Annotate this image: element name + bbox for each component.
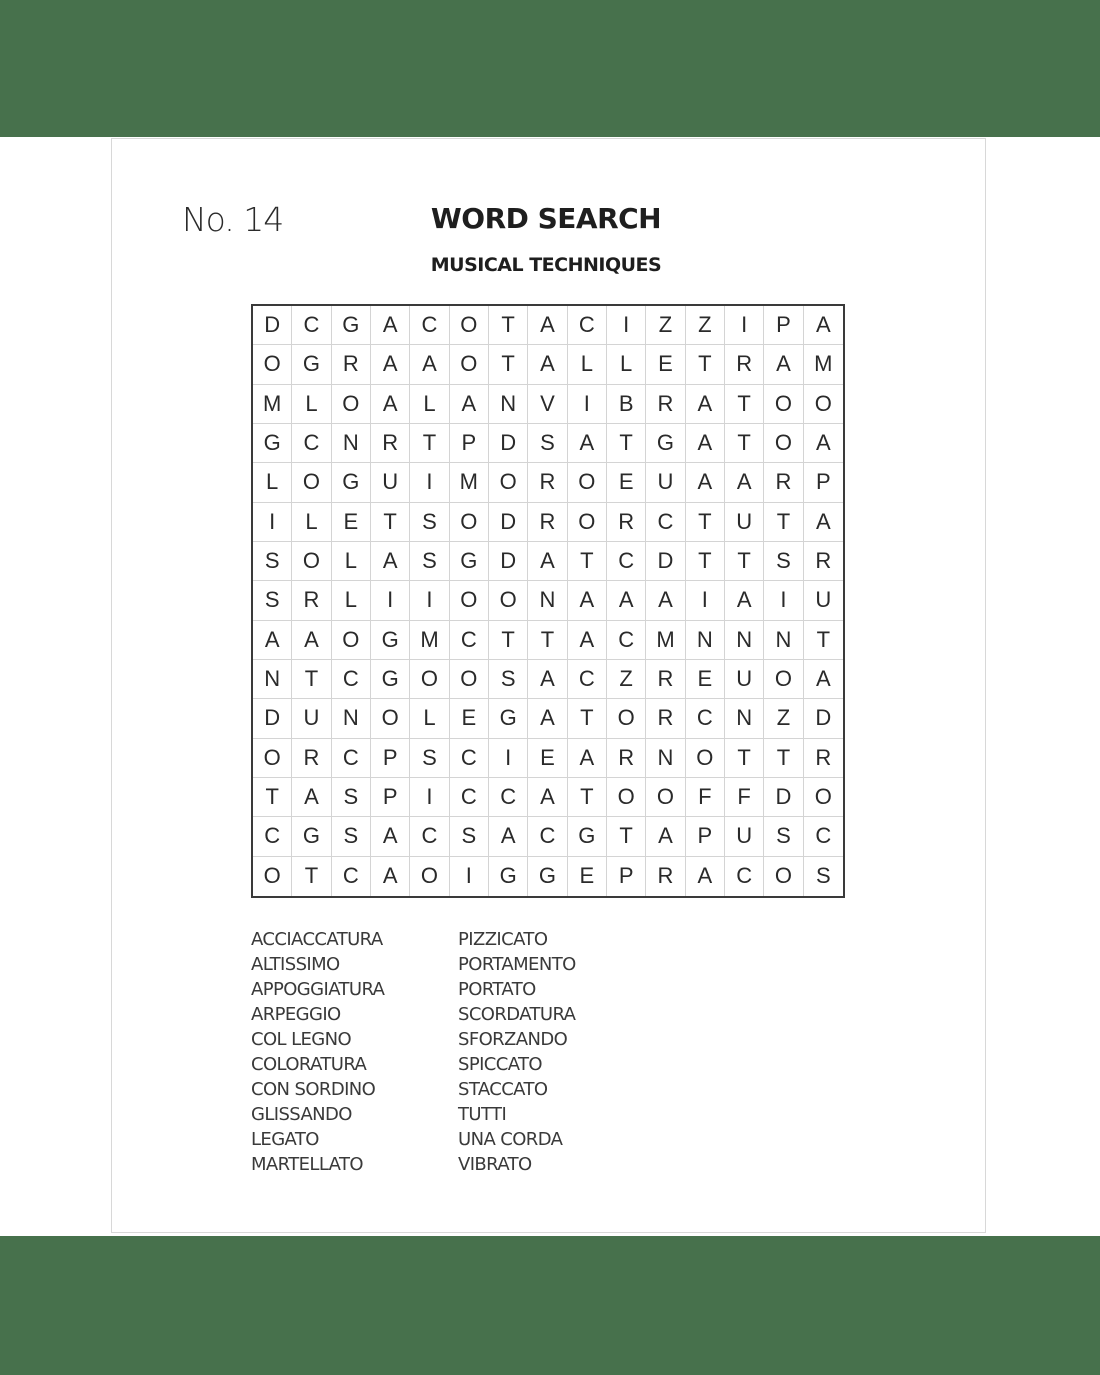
grid-cell[interactable]: A bbox=[568, 621, 607, 660]
grid-cell[interactable]: I bbox=[253, 503, 292, 542]
grid-cell[interactable]: G bbox=[371, 621, 410, 660]
word-list-item: SFORZANDO bbox=[458, 1029, 568, 1050]
word-list-item: ACCIACCATURA bbox=[251, 929, 383, 950]
grid-cell[interactable]: I bbox=[764, 581, 803, 620]
grid-cell[interactable]: L bbox=[410, 699, 449, 738]
grid-cell[interactable]: P bbox=[371, 778, 410, 817]
grid-cell[interactable]: N bbox=[528, 581, 567, 620]
grid-cell[interactable]: I bbox=[410, 463, 449, 502]
word-list-column-2 bbox=[458, 927, 576, 1177]
grid-cell[interactable]: S bbox=[410, 542, 449, 581]
grid-cell[interactable]: D bbox=[489, 424, 528, 463]
grid-cell[interactable]: R bbox=[804, 739, 843, 778]
grid-cell[interactable]: C bbox=[646, 503, 685, 542]
background-band-top bbox=[0, 0, 1100, 137]
grid-cell[interactable]: M bbox=[410, 621, 449, 660]
grid-cell[interactable]: S bbox=[489, 660, 528, 699]
grid-cell[interactable]: M bbox=[253, 385, 292, 424]
grid-cell[interactable]: T bbox=[371, 503, 410, 542]
grid-cell[interactable]: D bbox=[253, 306, 292, 345]
grid-cell[interactable]: T bbox=[725, 739, 764, 778]
grid-cell[interactable]: A bbox=[371, 857, 410, 896]
grid-cell[interactable]: A bbox=[804, 660, 843, 699]
grid-cell[interactable]: O bbox=[253, 739, 292, 778]
grid-cell[interactable]: C bbox=[568, 306, 607, 345]
grid-cell[interactable]: L bbox=[253, 463, 292, 502]
grid-cell[interactable]: O bbox=[568, 463, 607, 502]
grid-cell[interactable]: E bbox=[332, 503, 371, 542]
grid-cell[interactable]: C bbox=[292, 306, 331, 345]
grid-cell[interactable]: A bbox=[528, 778, 567, 817]
grid-cell[interactable]: A bbox=[292, 778, 331, 817]
grid-cell[interactable]: D bbox=[764, 778, 803, 817]
grid-cell[interactable]: A bbox=[528, 542, 567, 581]
grid-cell[interactable]: A bbox=[528, 306, 567, 345]
grid-cell[interactable]: O bbox=[804, 778, 843, 817]
grid-cell[interactable]: U bbox=[371, 463, 410, 502]
grid-cell[interactable]: M bbox=[804, 345, 843, 384]
grid-cell[interactable]: A bbox=[568, 424, 607, 463]
grid-cell[interactable]: N bbox=[764, 621, 803, 660]
grid-cell[interactable]: R bbox=[764, 463, 803, 502]
grid-cell[interactable]: O bbox=[371, 699, 410, 738]
word-list-item: APPOGGIATURA bbox=[251, 979, 385, 1000]
grid-cell[interactable]: S bbox=[253, 542, 292, 581]
grid-cell[interactable]: A bbox=[371, 345, 410, 384]
grid-cell[interactable]: Z bbox=[686, 306, 725, 345]
grid-cell[interactable]: S bbox=[410, 503, 449, 542]
grid-cell[interactable]: I bbox=[725, 306, 764, 345]
grid-cell[interactable]: A bbox=[450, 385, 489, 424]
grid-cell[interactable]: I bbox=[489, 739, 528, 778]
word-list-item: ALTISSIMO bbox=[251, 954, 340, 975]
grid-cell[interactable]: O bbox=[292, 463, 331, 502]
grid-cell[interactable]: D bbox=[804, 699, 843, 738]
grid-cell[interactable]: A bbox=[646, 817, 685, 856]
grid-cell[interactable]: G bbox=[489, 699, 528, 738]
word-list-item: VIBRATO bbox=[458, 1154, 532, 1175]
grid-cell[interactable]: O bbox=[410, 660, 449, 699]
grid-cell[interactable]: C bbox=[410, 306, 449, 345]
grid-cell[interactable]: D bbox=[489, 503, 528, 542]
word-list-item: SPICCATO bbox=[458, 1054, 543, 1075]
grid-cell[interactable]: F bbox=[686, 778, 725, 817]
grid-cell[interactable]: C bbox=[450, 739, 489, 778]
grid-cell[interactable]: R bbox=[646, 857, 685, 896]
grid-cell[interactable]: M bbox=[450, 463, 489, 502]
grid-cell[interactable]: C bbox=[686, 699, 725, 738]
grid-cell[interactable]: S bbox=[528, 424, 567, 463]
grid-cell[interactable]: T bbox=[568, 699, 607, 738]
grid-cell[interactable]: C bbox=[253, 817, 292, 856]
grid-cell[interactable]: A bbox=[686, 857, 725, 896]
grid-cell[interactable]: A bbox=[804, 424, 843, 463]
grid-cell[interactable]: Z bbox=[764, 699, 803, 738]
grid-cell[interactable]: O bbox=[764, 385, 803, 424]
grid-cell[interactable]: P bbox=[764, 306, 803, 345]
grid-cell[interactable]: R bbox=[332, 345, 371, 384]
grid-cell[interactable]: O bbox=[607, 699, 646, 738]
grid-cell[interactable]: P bbox=[371, 739, 410, 778]
grid-cell[interactable]: T bbox=[568, 542, 607, 581]
word-list-item: CON SORDINO bbox=[251, 1079, 376, 1100]
grid-cell[interactable]: E bbox=[686, 660, 725, 699]
grid-cell[interactable]: M bbox=[646, 621, 685, 660]
grid-cell[interactable]: S bbox=[332, 778, 371, 817]
grid-cell[interactable]: E bbox=[450, 699, 489, 738]
grid-cell[interactable]: O bbox=[450, 503, 489, 542]
grid-cell[interactable]: T bbox=[489, 345, 528, 384]
grid-cell[interactable]: U bbox=[725, 503, 764, 542]
grid-cell[interactable]: O bbox=[646, 778, 685, 817]
word-list-column-1 bbox=[251, 927, 384, 1177]
grid-cell[interactable]: I bbox=[410, 778, 449, 817]
grid-cell[interactable]: T bbox=[725, 424, 764, 463]
grid-cell[interactable]: U bbox=[804, 581, 843, 620]
grid-cell[interactable]: O bbox=[332, 385, 371, 424]
grid-cell[interactable]: O bbox=[764, 857, 803, 896]
grid-cell[interactable]: L bbox=[332, 581, 371, 620]
grid-cell[interactable]: L bbox=[292, 385, 331, 424]
grid-cell[interactable]: I bbox=[450, 857, 489, 896]
grid-cell[interactable]: A bbox=[804, 306, 843, 345]
word-list-item: SCORDATURA bbox=[458, 1004, 576, 1025]
grid-cell[interactable]: C bbox=[332, 857, 371, 896]
grid-cell[interactable]: R bbox=[528, 463, 567, 502]
grid-cell[interactable]: R bbox=[371, 424, 410, 463]
grid-cell[interactable]: T bbox=[725, 385, 764, 424]
grid-cell[interactable]: P bbox=[686, 817, 725, 856]
grid-cell[interactable]: N bbox=[686, 621, 725, 660]
grid-cell[interactable]: R bbox=[804, 542, 843, 581]
grid-cell[interactable]: G bbox=[332, 306, 371, 345]
grid-cell[interactable]: P bbox=[804, 463, 843, 502]
word-list-item: ARPEGGIO bbox=[251, 1004, 341, 1025]
grid-cell[interactable]: S bbox=[410, 739, 449, 778]
grid-cell[interactable]: L bbox=[292, 503, 331, 542]
word-list-item: GLISSANDO bbox=[251, 1104, 352, 1125]
grid-cell[interactable]: C bbox=[607, 542, 646, 581]
grid-cell[interactable]: N bbox=[253, 660, 292, 699]
grid-cell[interactable]: N bbox=[332, 699, 371, 738]
grid-cell[interactable]: L bbox=[607, 345, 646, 384]
grid-cell[interactable]: A bbox=[764, 345, 803, 384]
grid-cell[interactable]: T bbox=[607, 424, 646, 463]
grid-cell[interactable]: C bbox=[804, 817, 843, 856]
grid-cell[interactable]: N bbox=[489, 385, 528, 424]
grid-cell[interactable]: L bbox=[568, 345, 607, 384]
grid-cell[interactable]: A bbox=[489, 817, 528, 856]
word-list-item: STACCATO bbox=[458, 1079, 548, 1100]
grid-cell[interactable]: T bbox=[292, 660, 331, 699]
grid-cell[interactable]: C bbox=[489, 778, 528, 817]
grid-cell[interactable]: G bbox=[332, 463, 371, 502]
grid-cell[interactable]: O bbox=[804, 385, 843, 424]
grid-cell[interactable]: A bbox=[646, 581, 685, 620]
grid-cell[interactable]: G bbox=[489, 857, 528, 896]
grid-cell[interactable]: T bbox=[686, 345, 725, 384]
grid-cell[interactable]: A bbox=[371, 306, 410, 345]
grid-cell[interactable]: U bbox=[725, 817, 764, 856]
word-list-item: PORTAMENTO bbox=[458, 954, 576, 975]
grid-cell[interactable]: C bbox=[607, 621, 646, 660]
grid-cell[interactable]: R bbox=[725, 345, 764, 384]
grid-cell[interactable]: S bbox=[450, 817, 489, 856]
grid-cell[interactable]: T bbox=[686, 503, 725, 542]
grid-cell[interactable]: T bbox=[764, 503, 803, 542]
grid-cell[interactable]: A bbox=[371, 385, 410, 424]
grid-cell[interactable]: Z bbox=[607, 660, 646, 699]
grid-cell[interactable]: T bbox=[686, 542, 725, 581]
grid-cell[interactable]: A bbox=[410, 345, 449, 384]
grid-cell[interactable]: A bbox=[686, 463, 725, 502]
grid-cell[interactable]: C bbox=[332, 660, 371, 699]
grid-cell[interactable]: R bbox=[646, 660, 685, 699]
grid-cell[interactable]: U bbox=[646, 463, 685, 502]
grid-cell[interactable]: U bbox=[292, 699, 331, 738]
grid-cell[interactable]: D bbox=[489, 542, 528, 581]
grid-cell[interactable]: C bbox=[725, 857, 764, 896]
grid-cell[interactable]: R bbox=[607, 739, 646, 778]
grid-cell[interactable]: N bbox=[725, 621, 764, 660]
grid-cell[interactable]: F bbox=[725, 778, 764, 817]
grid-cell[interactable]: A bbox=[528, 699, 567, 738]
grid-cell[interactable]: C bbox=[410, 817, 449, 856]
grid-cell[interactable]: O bbox=[607, 778, 646, 817]
grid-cell[interactable]: E bbox=[528, 739, 567, 778]
grid-cell[interactable]: O bbox=[568, 503, 607, 542]
grid-cell[interactable]: I bbox=[371, 581, 410, 620]
grid-cell[interactable]: S bbox=[764, 542, 803, 581]
grid-cell[interactable]: E bbox=[646, 345, 685, 384]
grid-cell[interactable]: O bbox=[450, 345, 489, 384]
grid-cell[interactable]: V bbox=[528, 385, 567, 424]
word-list-item: COL LEGNO bbox=[251, 1029, 352, 1050]
puzzle-theme: MUSICAL TECHNIQUES bbox=[430, 254, 662, 276]
grid-cell[interactable]: A bbox=[725, 581, 764, 620]
grid-cell[interactable]: A bbox=[568, 581, 607, 620]
grid-cell[interactable]: C bbox=[450, 778, 489, 817]
grid-cell[interactable]: O bbox=[489, 581, 528, 620]
word-list-item: MARTELLATO bbox=[251, 1154, 363, 1175]
grid-cell[interactable]: T bbox=[568, 778, 607, 817]
grid-cell[interactable]: B bbox=[607, 385, 646, 424]
grid-cell[interactable]: S bbox=[253, 581, 292, 620]
grid-cell[interactable]: A bbox=[686, 424, 725, 463]
grid-cell[interactable]: T bbox=[607, 817, 646, 856]
grid-cell[interactable]: R bbox=[607, 503, 646, 542]
grid-cell[interactable]: G bbox=[450, 542, 489, 581]
word-list-item: LEGATO bbox=[251, 1129, 319, 1150]
grid-cell[interactable]: P bbox=[450, 424, 489, 463]
grid-cell[interactable]: N bbox=[646, 739, 685, 778]
grid-cell[interactable]: G bbox=[568, 817, 607, 856]
grid-cell[interactable]: O bbox=[450, 306, 489, 345]
word-list-item: PORTATO bbox=[458, 979, 536, 1000]
grid-cell[interactable]: A bbox=[253, 621, 292, 660]
grid-cell[interactable]: P bbox=[607, 857, 646, 896]
grid-cell[interactable]: I bbox=[410, 581, 449, 620]
grid-cell[interactable]: D bbox=[253, 699, 292, 738]
grid-cell[interactable]: T bbox=[764, 739, 803, 778]
grid-cell[interactable]: I bbox=[607, 306, 646, 345]
grid-cell[interactable]: R bbox=[528, 503, 567, 542]
grid-cell[interactable]: O bbox=[764, 424, 803, 463]
grid-cell[interactable]: Z bbox=[646, 306, 685, 345]
word-list-item: COLORATURA bbox=[251, 1054, 367, 1075]
grid-cell[interactable]: O bbox=[450, 660, 489, 699]
grid-cell[interactable]: G bbox=[292, 817, 331, 856]
grid-cell[interactable]: U bbox=[725, 660, 764, 699]
grid-cell[interactable]: A bbox=[725, 463, 764, 502]
grid-cell[interactable]: O bbox=[292, 542, 331, 581]
grid-cell[interactable]: O bbox=[489, 463, 528, 502]
letter-grid[interactable] bbox=[251, 304, 845, 898]
grid-cell[interactable]: A bbox=[804, 503, 843, 542]
grid-cell[interactable]: T bbox=[292, 857, 331, 896]
grid-cell[interactable]: O bbox=[764, 660, 803, 699]
grid-cell[interactable]: A bbox=[686, 385, 725, 424]
grid-cell[interactable]: S bbox=[332, 817, 371, 856]
grid-cell[interactable]: A bbox=[607, 581, 646, 620]
grid-cell[interactable]: A bbox=[371, 542, 410, 581]
grid-cell[interactable]: C bbox=[332, 739, 371, 778]
grid-cell[interactable]: L bbox=[410, 385, 449, 424]
grid-cell[interactable]: C bbox=[568, 660, 607, 699]
grid-cell[interactable]: G bbox=[253, 424, 292, 463]
grid-cell[interactable]: A bbox=[528, 345, 567, 384]
grid-cell[interactable]: G bbox=[371, 660, 410, 699]
grid-cell[interactable]: G bbox=[646, 424, 685, 463]
grid-cell[interactable]: I bbox=[686, 581, 725, 620]
word-list-item: TUTTI bbox=[458, 1104, 507, 1125]
grid-cell[interactable]: C bbox=[292, 424, 331, 463]
grid-cell[interactable]: T bbox=[489, 621, 528, 660]
grid-cell[interactable]: C bbox=[528, 817, 567, 856]
puzzle-number: No. 14 bbox=[182, 200, 284, 239]
word-list-item: PIZZICATO bbox=[458, 929, 548, 950]
grid-cell[interactable]: I bbox=[568, 385, 607, 424]
grid-cell[interactable]: L bbox=[332, 542, 371, 581]
grid-cell[interactable]: T bbox=[253, 778, 292, 817]
grid-cell[interactable]: A bbox=[371, 817, 410, 856]
grid-cell[interactable]: T bbox=[725, 542, 764, 581]
grid-cell[interactable]: O bbox=[253, 857, 292, 896]
grid-cell[interactable]: A bbox=[528, 660, 567, 699]
grid-cell[interactable]: O bbox=[686, 739, 725, 778]
grid-cell[interactable]: T bbox=[804, 621, 843, 660]
grid-cell[interactable]: S bbox=[815, 863, 831, 889]
grid-cell[interactable]: N bbox=[725, 699, 764, 738]
grid-cell[interactable]: T bbox=[528, 621, 567, 660]
grid-cell[interactable]: A bbox=[568, 739, 607, 778]
grid-cell[interactable]: E bbox=[568, 857, 607, 896]
grid-cell[interactable]: R bbox=[646, 385, 685, 424]
grid-cell[interactable]: A bbox=[292, 621, 331, 660]
grid-cell[interactable]: O bbox=[253, 345, 292, 384]
page-title: WORD SEARCH bbox=[430, 202, 662, 235]
grid-cell[interactable]: O bbox=[410, 857, 449, 896]
grid-cell[interactable]: T bbox=[410, 424, 449, 463]
grid-cell[interactable]: O bbox=[450, 581, 489, 620]
grid-cell[interactable]: G bbox=[528, 857, 567, 896]
grid-cell[interactable]: D bbox=[646, 542, 685, 581]
grid-cell[interactable]: N bbox=[332, 424, 371, 463]
word-list-item: UNA CORDA bbox=[458, 1129, 563, 1150]
grid-cell[interactable]: E bbox=[607, 463, 646, 502]
background-band-bottom bbox=[0, 1236, 1100, 1375]
grid-cell[interactable]: R bbox=[292, 739, 331, 778]
grid-cell[interactable]: T bbox=[489, 306, 528, 345]
grid-cell[interactable]: G bbox=[292, 345, 331, 384]
grid-cell[interactable]: C bbox=[450, 621, 489, 660]
grid-cell[interactable]: R bbox=[292, 581, 331, 620]
grid-cell[interactable]: R bbox=[646, 699, 685, 738]
grid-cell[interactable]: O bbox=[332, 621, 371, 660]
grid-cell[interactable]: S bbox=[764, 817, 803, 856]
